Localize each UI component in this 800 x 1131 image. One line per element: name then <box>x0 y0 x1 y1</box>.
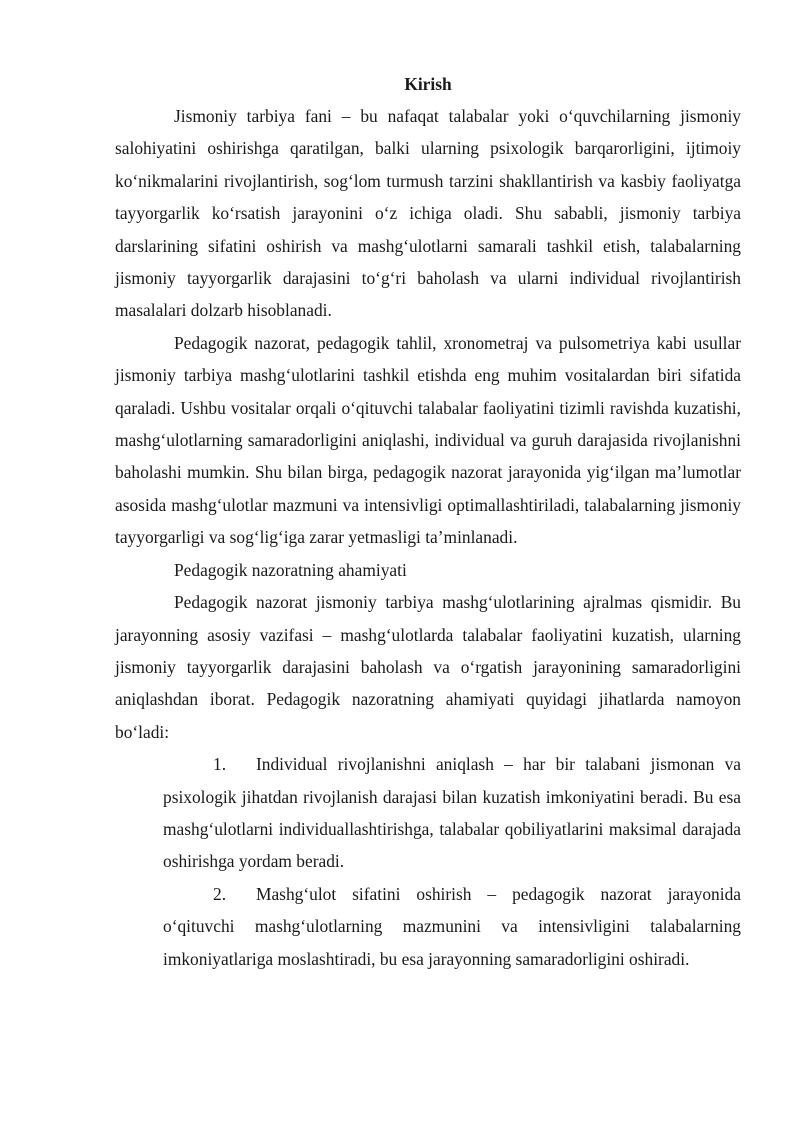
document-page <box>115 72 741 975</box>
list-item-number: 1. <box>213 754 227 775</box>
list-item <box>163 878 741 975</box>
list-item <box>163 748 741 878</box>
intro-paragraph: Jismoniy tarbiya fani – bu nafaqat talabalar yoki o‘quvchilarning jismoniy salohiyatini oshirishga qaratilgan, balki ularning psixologik barqarorligini, ijtimoiy ko‘nikmalarini rivojlantirish, sog‘lom turmush tarzini shakllantirish va kasbiy faoliyatga tayyorgarlik ko‘rsatish jarayonini o‘z ichiga oladi. Shu sababli, jismoniy tarbiya darslarining sifatini oshirish va mashg‘ulotlarni samarali tashkil etish, talabalarning jismoniy tayyorgarlik darajasini to‘g‘ri baholash va ularni individual rivojlantirish masalalari dolzarb hisoblanadi. <box>115 106 741 321</box>
page-title: Kirish <box>404 74 452 94</box>
list-item-number: 2. <box>213 883 227 904</box>
importance-paragraph: Pedagogik nazorat jismoniy tarbiya mashg‘ulotlarining ajralmas qismidir. Bu jarayonning asosiy vazifasi – mashg‘ulotlarda talabalar faoliyatini kuzatish, ularning jismoniy tayyorgarlik darajasini baholash va o‘rgatish jarayonining samaradorligini aniqlashdan iborat. Pedagogik nazoratning ahamiyati quyidagi jihatlarda namoyon bo‘ladi: <box>115 592 741 742</box>
section-subheading: Pedagogik nazoratning ahamiyati <box>174 559 407 580</box>
numbered-list <box>115 748 741 975</box>
list-item-text: Mashg‘ulot sifatini oshirish – pedagogik nazorat jarayonida o‘qituvchi mashg‘ulotlarning mazmunini va intensivligini talabalarning imkoniyatlariga moslashtiradi, bu esa jarayonning samaradorligini oshiradi. <box>163 883 741 969</box>
list-item-text: Individual rivojlanishni aniqlash – har bir talabani jismonan va psixologik jihatdan rivojlanish darajasi bilan kuzatish imkoniyatini beradi. Bu esa mashg‘ulotlarni individuallashtirishga, talabalar qobiliyatlarini maksimal darajada oshirishga yordam beradi. <box>163 754 741 872</box>
methods-paragraph: Pedagogik nazorat, pedagogik tahlil, xronometraj va pulsometriya kabi usullar jismoniy tarbiya mashg‘ulotlarini tashkil etishda eng muhim vositalardan biri sifatida qaraladi. Ushbu vositalar orqali o‘qituvchi talabalar faoliyatini tizimli ravishda kuzatishi, mashg‘ulotlarning samaradorligini aniqlashi, individual va guruh darajasida rivojlanishni baholashi mumkin. Shu bilan birga, pedagogik nazorat jarayonida yig‘ilgan ma’lumotlar asosida mashg‘ulotlar mazmuni va intensivligi optimallashtiriladi, talabalarning jismoniy tayyorgarligi va sog‘lig‘iga zarar yetmasligi ta’minlanadi. <box>115 332 741 548</box>
